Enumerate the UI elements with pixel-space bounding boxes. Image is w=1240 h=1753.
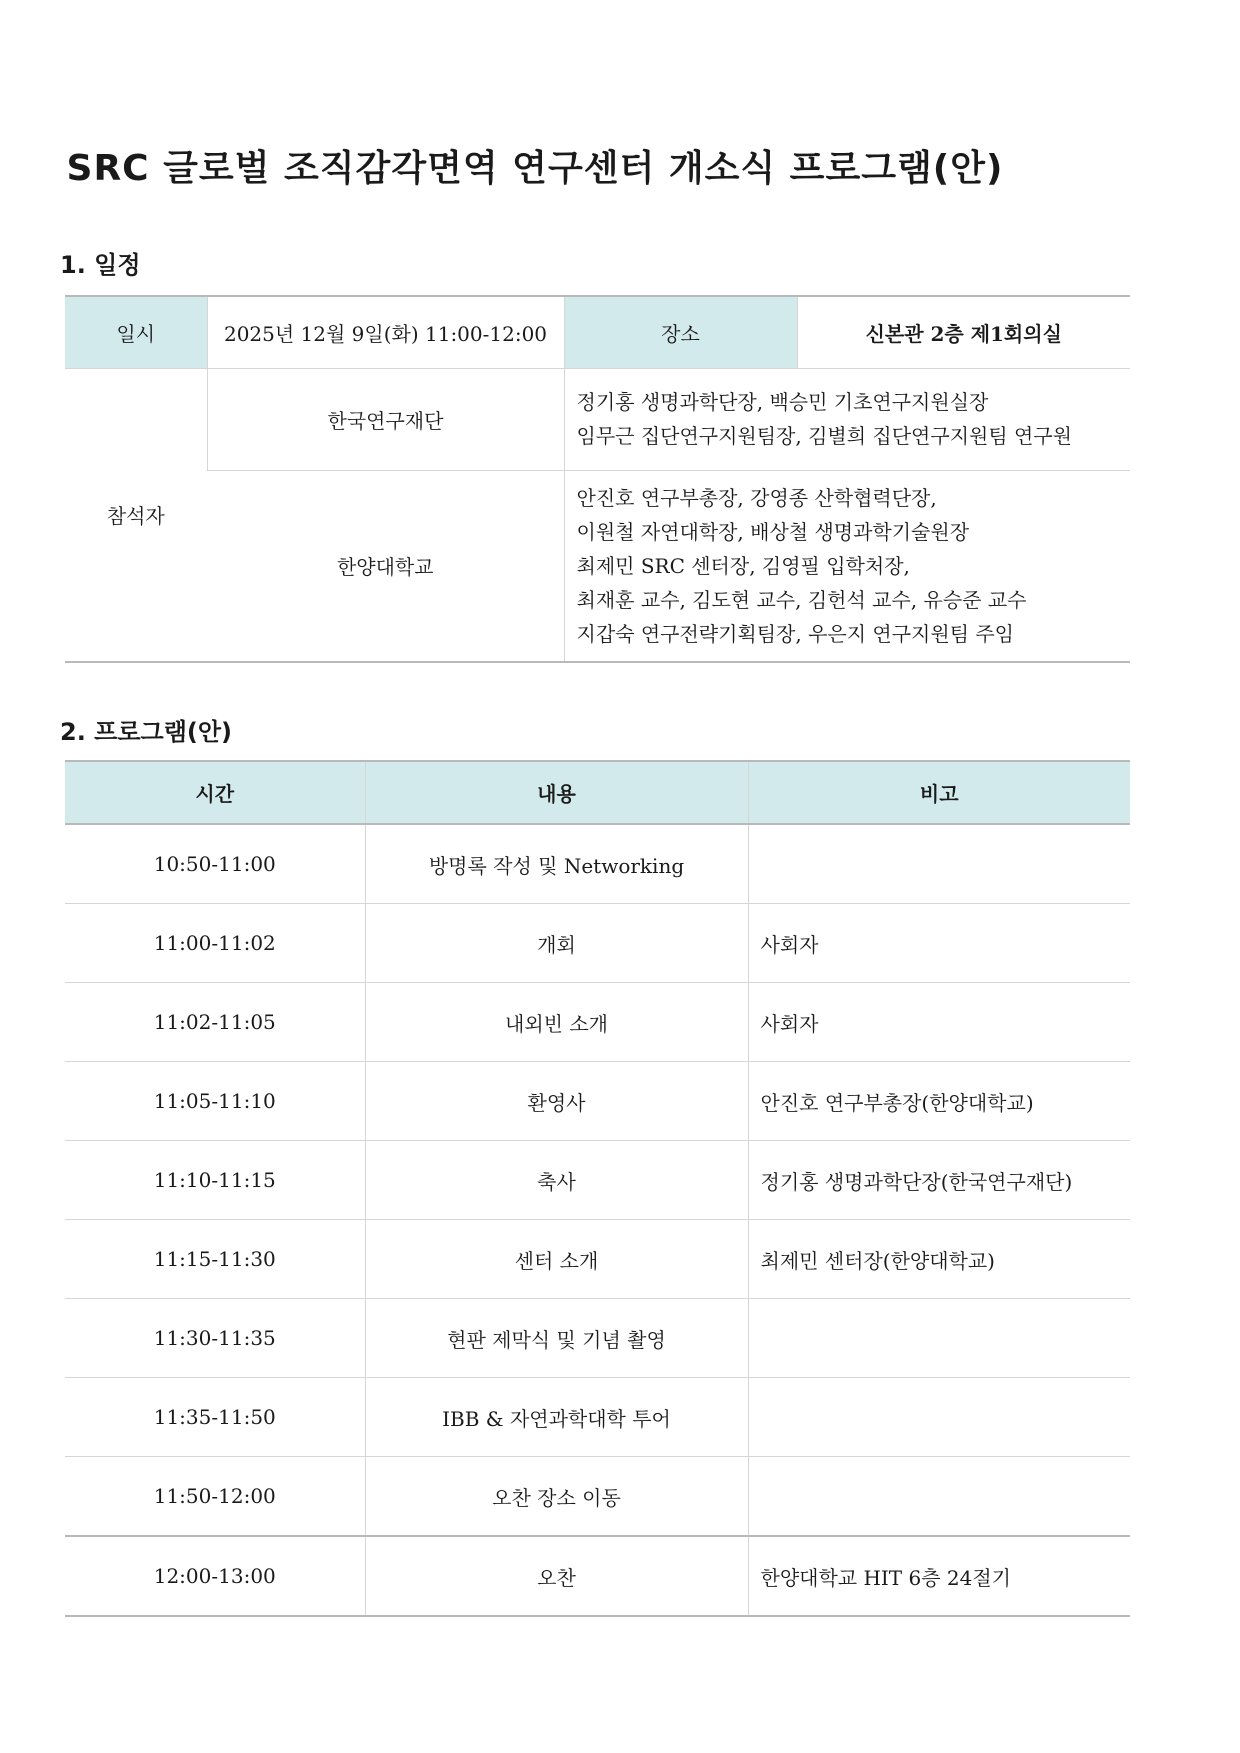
program-time: 11:30-11:35 [65,1299,365,1378]
program-content: 개회 [365,904,748,983]
program-note [748,1299,1130,1378]
schedule-table [65,295,1130,663]
program-note: 사회자 [748,904,1130,983]
program-row [65,1141,1130,1220]
attendee-list [564,368,1130,470]
program-content: 현판 제막식 및 기념 촬영 [365,1299,748,1378]
datetime-value: 2025년 12월 9일(화) 11:00-12:00 [207,296,564,368]
schedule-row-datetime [65,296,1130,368]
program-row [65,983,1130,1062]
datetime-label: 일시 [65,296,207,368]
attendee-line: 최재훈 교수, 김도현 교수, 김헌석 교수, 유승준 교수 [576,587,1027,612]
attendee-line: 최제민 SRC 센터장, 김영필 입학처장, [576,553,910,578]
program-time: 10:50-11:00 [65,824,365,904]
attendee-line: 이원철 자연대학장, 배상철 생명과학기술원장 [576,519,970,544]
attendee-line: 정기홍 생명과학단장, 백승민 기초연구지원실장 [576,390,989,414]
program-note: 정기홍 생명과학단장(한국연구재단) [748,1141,1130,1220]
program-header-row [65,761,1130,824]
program-row [65,1457,1130,1537]
program-time: 11:15-11:30 [65,1220,365,1299]
program-row [65,904,1130,983]
place-value: 신본관 2층 제1회의실 [797,296,1130,368]
program-time: 11:02-11:05 [65,983,365,1062]
program-time: 11:50-12:00 [65,1457,365,1537]
program-table [65,760,1130,1617]
program-time: 11:35-11:50 [65,1378,365,1457]
section-heading-schedule: 1. 일정 [60,251,141,279]
program-content: 오찬 장소 이동 [365,1457,748,1537]
program-row [65,824,1130,904]
header-time: 시간 [65,761,365,824]
attendee-org: 한양대학교 [207,470,564,662]
program-row [65,1378,1130,1457]
attendee-line: 지갑숙 연구전략기획팀장, 우은지 연구지원팀 주임 [576,621,1015,646]
attendee-row [65,470,1130,662]
program-note: 한양대학교 HIT 6층 24절기 [748,1536,1130,1616]
header-content: 내용 [365,761,748,824]
program-time: 11:05-11:10 [65,1062,365,1141]
program-time: 11:00-11:02 [65,904,365,983]
section-heading-program: 2. 프로그램(안) [60,718,233,746]
program-time: 12:00-13:00 [65,1536,365,1616]
program-time: 11:10-11:15 [65,1141,365,1220]
program-row [65,1062,1130,1141]
attendee-line: 안진호 연구부총장, 강영종 산학협력단장, [576,485,937,510]
attendees-label: 참석자 [65,368,207,662]
header-note: 비고 [748,761,1130,824]
program-content: 축사 [365,1141,748,1220]
program-note: 사회자 [748,983,1130,1062]
page-title: SRC 글로벌 조직감각면역 연구센터 개소식 프로그램(안) [66,148,1004,189]
program-note [748,1457,1130,1537]
program-content: 환영사 [365,1062,748,1141]
program-note [748,824,1130,904]
program-content: 내외빈 소개 [365,983,748,1062]
program-content: 센터 소개 [365,1220,748,1299]
program-row [65,1220,1130,1299]
program-row [65,1536,1130,1616]
program-content: IBB & 자연과학대학 투어 [365,1378,748,1457]
program-content: 오찬 [365,1536,748,1616]
program-content: 방명록 작성 및 Networking [365,824,748,904]
attendee-org: 한국연구재단 [207,368,564,470]
attendee-line: 임무근 집단연구지원팀장, 김별희 집단연구지원팀 연구원 [576,424,1072,448]
program-row [65,1299,1130,1378]
program-note: 안진호 연구부총장(한양대학교) [748,1062,1130,1141]
attendee-list [564,470,1130,662]
attendee-row [65,368,1130,470]
program-note [748,1378,1130,1457]
program-note: 최제민 센터장(한양대학교) [748,1220,1130,1299]
place-label: 장소 [564,296,797,368]
